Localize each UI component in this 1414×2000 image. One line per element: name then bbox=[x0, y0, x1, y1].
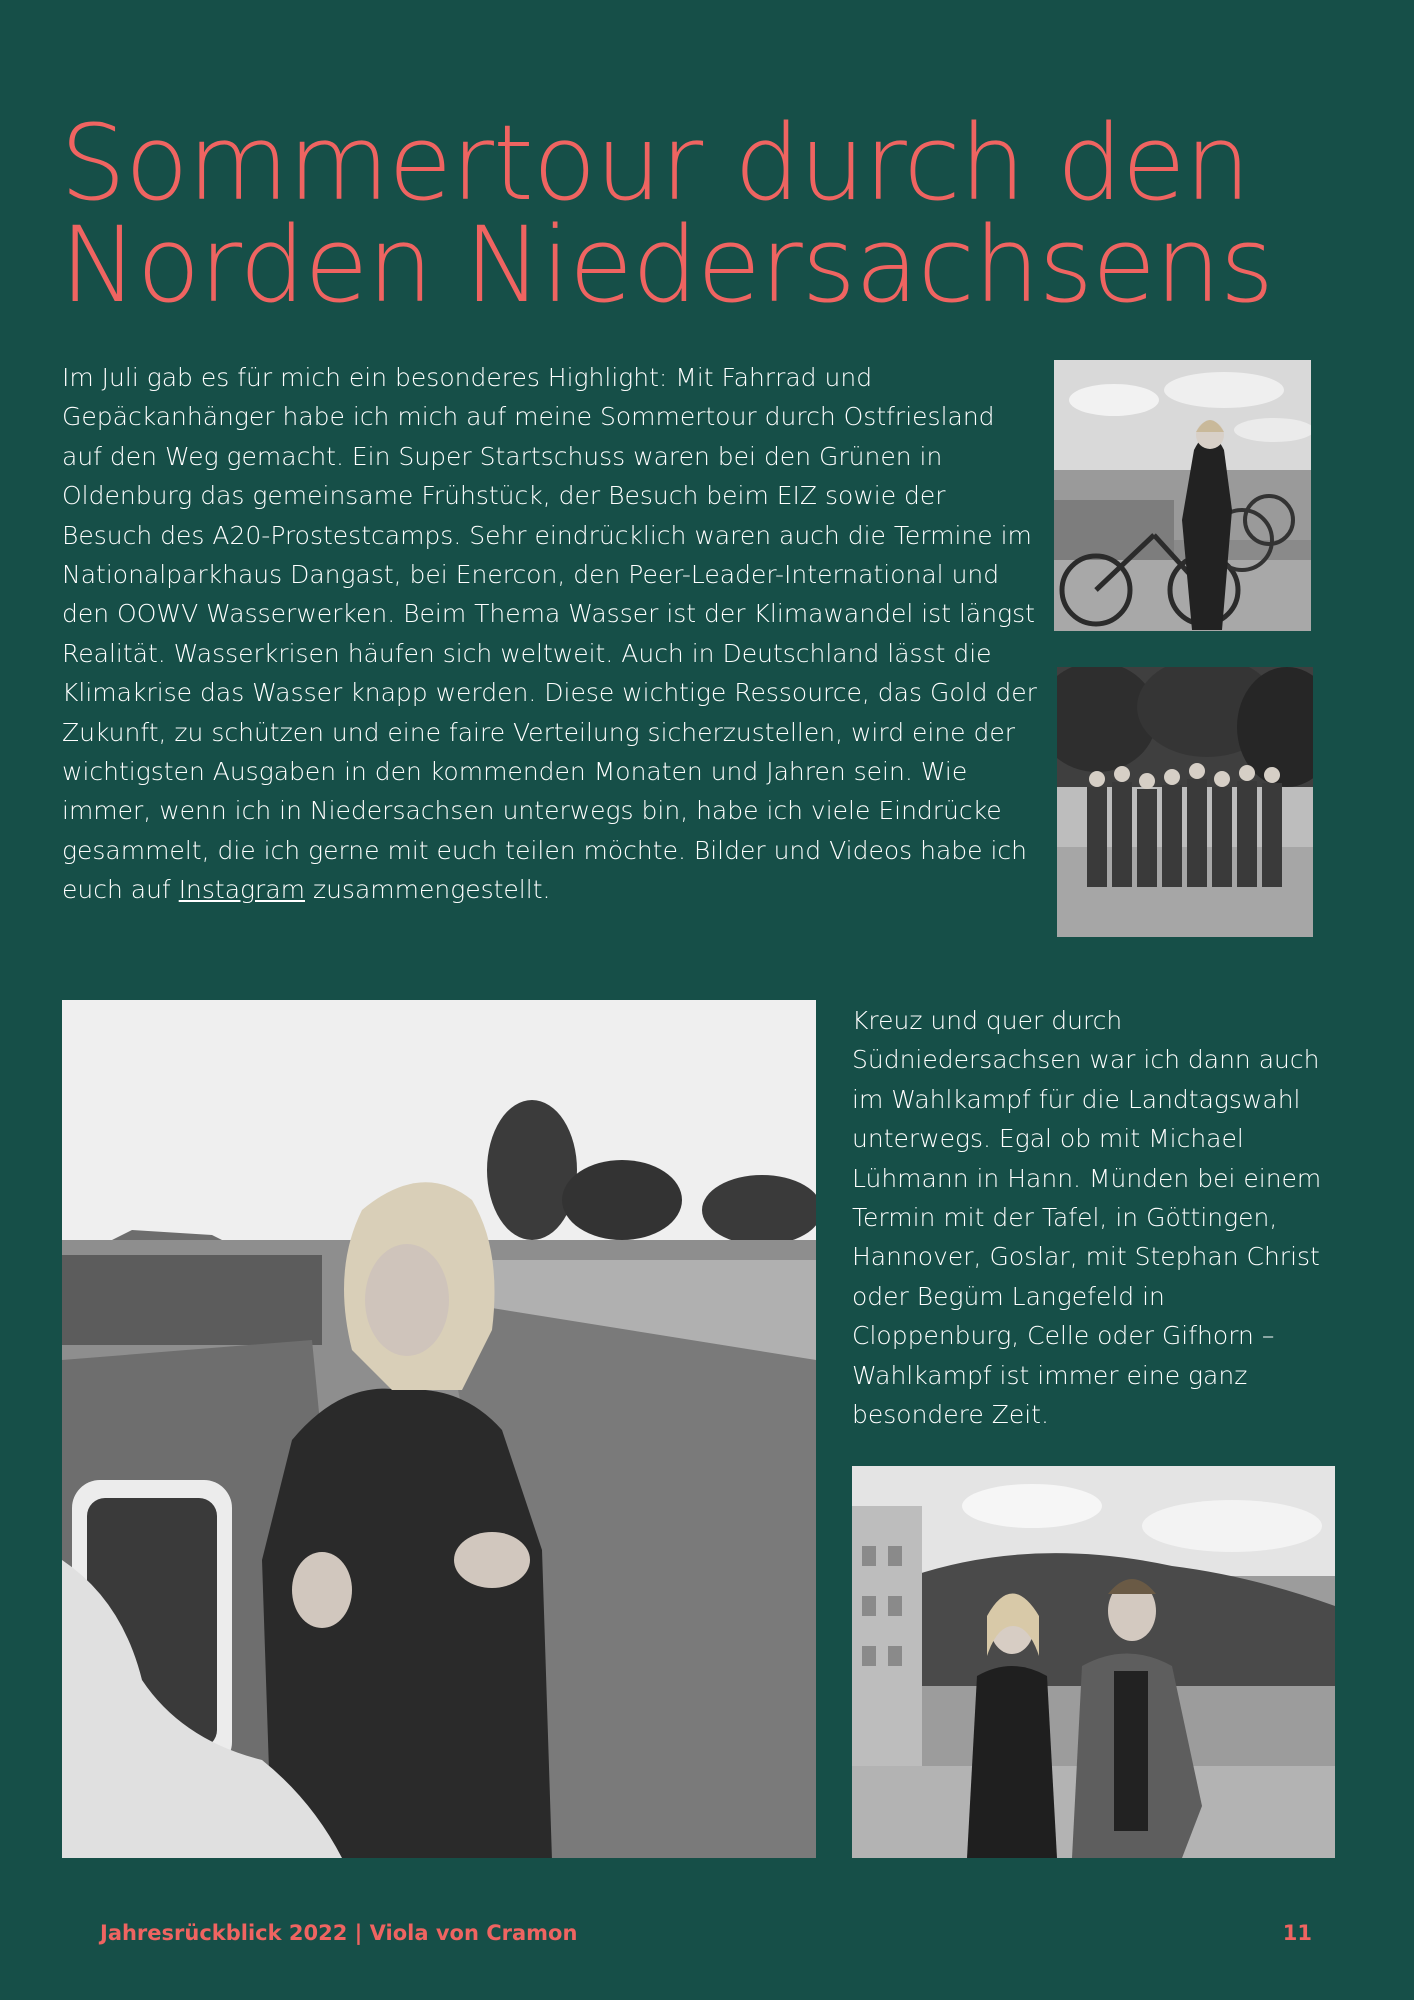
instagram-link[interactable]: Instagram bbox=[178, 875, 306, 905]
intro-text-end: zusammengestellt. bbox=[305, 875, 551, 905]
footer-publication-title: Jahresrückblick 2022 | Viola von Cramon bbox=[100, 1921, 578, 1945]
intro-text: Im Juli gab es für mich ein besonderes Highlight: Mit Fahrrad und Gepäckanhänger habe ich mich auf meine Sommertour durch Ostfriesland auf den Weg gemacht. Ein Super Startschuss waren bei den Grünen in Oldenburg das gemeinsame Frühstück, der Besuch beim EIZ sowie der Besuch des A20-Prostestcamps. Sehr eindrücklich waren auch die Termine im Nationalparkhaus Dangast, bei Enercon, den Peer-Leader-International und den OOWV Wasserwerken. Beim Thema Wasser ist der Klimawandel ist längst Realität. Wasserkrisen häufen sich weltweit. Auch in Deutschland lässt die Klimakrise das Wasser knapp werden. Diese wichtige Ressource, das Gold der Zukunft, zu schützen und eine faire Verteilung sicherzustellen, wird eine der wichtigsten Ausgaben in den kommenden Monaten und Jahren sein. Wie immer, wenn ich in Niedersachsen unterwegs bin, habe ich viele Eindrücke gesammelt, die ich gerne mit euch teilen möchte. Bilder und Videos habe ich euch auf bbox=[62, 363, 1037, 905]
photo-interview bbox=[62, 1000, 816, 1858]
photo-campaign-duo bbox=[852, 1466, 1335, 1858]
page-number: 11 bbox=[1282, 1921, 1312, 1945]
page-title-line-2: Norden Niedersachsens bbox=[60, 204, 1274, 326]
photo-bicycle-tour bbox=[1054, 360, 1311, 631]
page-title bbox=[60, 102, 1380, 326]
intro-paragraph bbox=[62, 358, 1042, 910]
campaign-paragraph: Kreuz und quer durch Südniedersachsen war ich dann auch im Wahlkampf für die Landtagswahl unterwegs. Egal ob mit Michael Lühmann in Hann. Münden bei einem Termin mit der Tafel, in Göttingen, Hannover, Goslar, mit Stephan Christ oder Begüm Langefeld in Cloppenburg, Celle oder Gifhorn – Wahlkampf ist immer eine ganz besondere Zeit. bbox=[852, 1006, 1322, 1430]
photo-group-meeting bbox=[1057, 667, 1313, 937]
page-title-line-1: Sommertour durch den bbox=[60, 102, 1250, 224]
